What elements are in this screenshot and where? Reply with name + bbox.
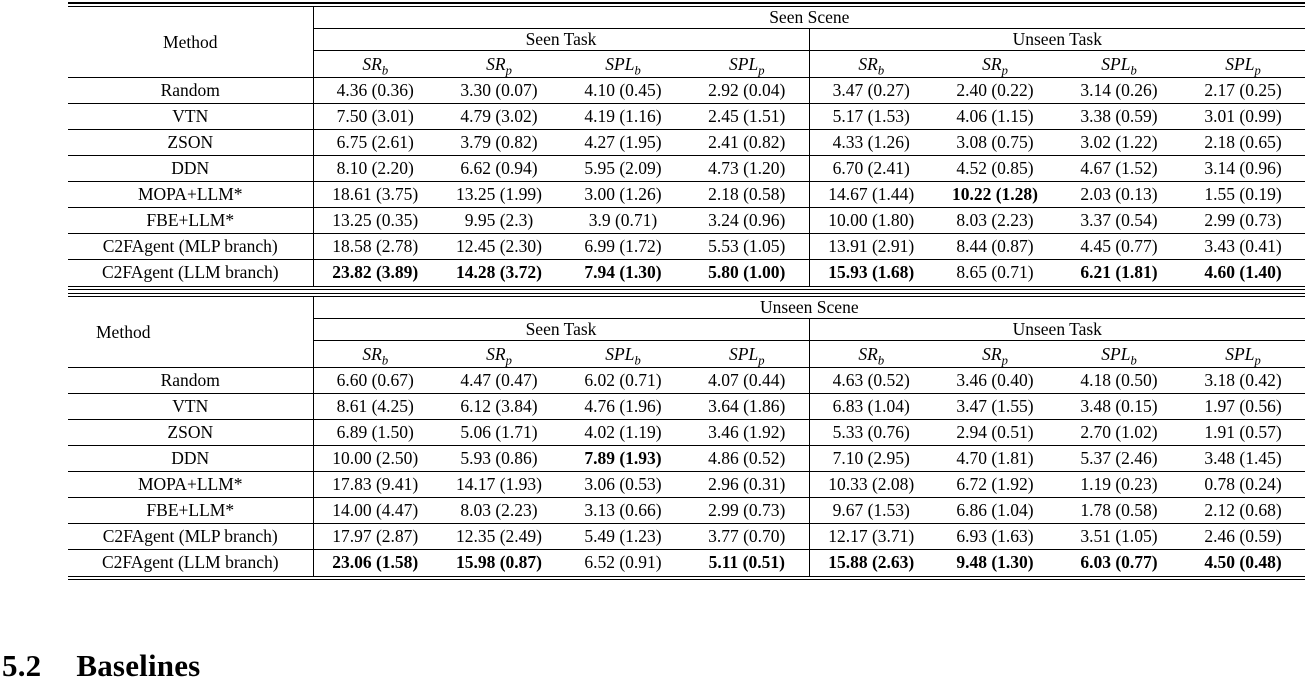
- value-cell: 3.37 (0.54): [1057, 208, 1181, 234]
- value-cell: 6.75 (2.61): [313, 130, 437, 156]
- value-cell: 6.21 (1.81): [1057, 260, 1181, 286]
- table-row: [68, 498, 1305, 524]
- value-cell: 4.79 (3.02): [437, 104, 561, 130]
- method-cell: C2FAgent (LLM branch): [68, 550, 313, 576]
- value-cell: 3.13 (0.66): [561, 498, 685, 524]
- value-cell: 4.18 (0.50): [1057, 368, 1181, 394]
- value-cell: 8.03 (2.23): [933, 208, 1057, 234]
- value-cell: 4.86 (0.52): [685, 446, 809, 472]
- value-cell: 4.36 (0.36): [313, 78, 437, 104]
- value-cell: 10.00 (2.50): [313, 446, 437, 472]
- value-cell: 4.33 (1.26): [809, 130, 933, 156]
- value-cell: 2.70 (1.02): [1057, 420, 1181, 446]
- value-cell: 2.12 (0.68): [1181, 498, 1305, 524]
- value-cell: 6.62 (0.94): [437, 156, 561, 182]
- value-cell: 4.52 (0.85): [933, 156, 1057, 182]
- results-table-unseen-scene: [68, 293, 1305, 580]
- metric-header-srb: $SR_b$: [313, 51, 437, 78]
- value-cell: 3.43 (0.41): [1181, 234, 1305, 260]
- table-row: [68, 260, 1305, 286]
- value-cell: 15.98 (0.87): [437, 550, 561, 576]
- value-cell: 6.02 (0.71): [561, 368, 685, 394]
- method-cell: DDN: [68, 156, 313, 182]
- value-cell: 2.03 (0.13): [1057, 182, 1181, 208]
- value-cell: 10.22 (1.28): [933, 182, 1057, 208]
- section-title: Baselines: [76, 648, 201, 680]
- value-cell: 10.00 (1.80): [809, 208, 933, 234]
- value-cell: 4.07 (0.44): [685, 368, 809, 394]
- value-cell: 2.46 (0.59): [1181, 524, 1305, 550]
- value-cell: 2.99 (0.73): [1181, 208, 1305, 234]
- value-cell: 1.55 (0.19): [1181, 182, 1305, 208]
- value-cell: 5.80 (1.00): [685, 260, 809, 286]
- metric-header-splb: $SPL_b$: [561, 341, 685, 368]
- scene-title-row: [68, 297, 1305, 319]
- method-cell: Random: [68, 368, 313, 394]
- value-cell: 23.06 (1.58): [313, 550, 437, 576]
- value-cell: 3.14 (0.96): [1181, 156, 1305, 182]
- value-cell: 3.77 (0.70): [685, 524, 809, 550]
- value-cell: 2.40 (0.22): [933, 78, 1057, 104]
- value-cell: 1.19 (0.23): [1057, 472, 1181, 498]
- value-cell: 4.45 (0.77): [1057, 234, 1181, 260]
- value-cell: 7.50 (3.01): [313, 104, 437, 130]
- table-row: [68, 420, 1305, 446]
- results-table: [68, 297, 1305, 576]
- value-cell: 5.95 (2.09): [561, 156, 685, 182]
- metric-header-srp: $SR_p$: [437, 51, 561, 78]
- value-cell: 15.93 (1.68): [809, 260, 933, 286]
- metric-header-srb: $SR_b$: [313, 341, 437, 368]
- value-cell: 5.53 (1.05): [685, 234, 809, 260]
- metric-header-srp: $SR_p$: [933, 51, 1057, 78]
- method-cell: MOPA+LLM*: [68, 182, 313, 208]
- value-cell: 5.11 (0.51): [685, 550, 809, 576]
- task-group-unseen: Unseen Task: [809, 29, 1305, 51]
- value-cell: 3.47 (0.27): [809, 78, 933, 104]
- table-row: [68, 182, 1305, 208]
- metric-header-srb: $SR_b$: [809, 51, 933, 78]
- value-cell: 5.06 (1.71): [437, 420, 561, 446]
- method-cell: Random: [68, 78, 313, 104]
- value-cell: 8.65 (0.71): [933, 260, 1057, 286]
- value-cell: 2.45 (1.51): [685, 104, 809, 130]
- metric-header-splb: $SPL_b$: [561, 51, 685, 78]
- method-cell: ZSON: [68, 420, 313, 446]
- value-cell: 3.01 (0.99): [1181, 104, 1305, 130]
- value-cell: 3.02 (1.22): [1057, 130, 1181, 156]
- value-cell: 3.38 (0.59): [1057, 104, 1181, 130]
- scene-title: Unseen Scene: [313, 297, 1305, 319]
- value-cell: 3.14 (0.26): [1057, 78, 1181, 104]
- value-cell: 12.17 (3.71): [809, 524, 933, 550]
- section-number: 5.2: [2, 648, 42, 680]
- value-cell: 13.91 (2.91): [809, 234, 933, 260]
- value-cell: 7.10 (2.95): [809, 446, 933, 472]
- value-cell: 3.18 (0.42): [1181, 368, 1305, 394]
- value-cell: 18.58 (2.78): [313, 234, 437, 260]
- method-cell: C2FAgent (LLM branch): [68, 260, 313, 286]
- value-cell: 5.49 (1.23): [561, 524, 685, 550]
- method-cell: C2FAgent (MLP branch): [68, 234, 313, 260]
- task-group-seen: Seen Task: [313, 29, 809, 51]
- value-cell: 4.76 (1.96): [561, 394, 685, 420]
- value-cell: 14.00 (4.47): [313, 498, 437, 524]
- value-cell: 2.18 (0.65): [1181, 130, 1305, 156]
- value-cell: 6.99 (1.72): [561, 234, 685, 260]
- value-cell: 6.52 (0.91): [561, 550, 685, 576]
- value-cell: 15.88 (2.63): [809, 550, 933, 576]
- value-cell: 4.19 (1.16): [561, 104, 685, 130]
- value-cell: 6.83 (1.04): [809, 394, 933, 420]
- results-table: [68, 7, 1305, 286]
- metric-header-splp: $SPL_p$: [1181, 341, 1305, 368]
- metric-header-splp: $SPL_p$: [1181, 51, 1305, 78]
- value-cell: 14.28 (3.72): [437, 260, 561, 286]
- value-cell: 14.67 (1.44): [809, 182, 933, 208]
- method-cell: DDN: [68, 446, 313, 472]
- table-row: [68, 208, 1305, 234]
- value-cell: 4.50 (0.48): [1181, 550, 1305, 576]
- value-cell: 13.25 (1.99): [437, 182, 561, 208]
- value-cell: 3.46 (0.40): [933, 368, 1057, 394]
- value-cell: 3.08 (0.75): [933, 130, 1057, 156]
- value-cell: 17.83 (9.41): [313, 472, 437, 498]
- value-cell: 6.93 (1.63): [933, 524, 1057, 550]
- table-row: [68, 524, 1305, 550]
- value-cell: 3.06 (0.53): [561, 472, 685, 498]
- value-cell: 12.35 (2.49): [437, 524, 561, 550]
- value-cell: 4.63 (0.52): [809, 368, 933, 394]
- value-cell: 1.78 (0.58): [1057, 498, 1181, 524]
- value-cell: 2.41 (0.82): [685, 130, 809, 156]
- value-cell: 5.17 (1.53): [809, 104, 933, 130]
- value-cell: 1.91 (0.57): [1181, 420, 1305, 446]
- scene-title-row: [68, 7, 1305, 29]
- value-cell: 8.44 (0.87): [933, 234, 1057, 260]
- value-cell: 2.94 (0.51): [933, 420, 1057, 446]
- table-row: [68, 130, 1305, 156]
- value-cell: 1.97 (0.56): [1181, 394, 1305, 420]
- value-cell: 6.12 (3.84): [437, 394, 561, 420]
- value-cell: 3.79 (0.82): [437, 130, 561, 156]
- metric-header-splp: $SPL_p$: [685, 341, 809, 368]
- scene-title: Seen Scene: [313, 7, 1305, 29]
- metric-header-srb: $SR_b$: [809, 341, 933, 368]
- value-cell: 3.51 (1.05): [1057, 524, 1181, 550]
- value-cell: 3.00 (1.26): [561, 182, 685, 208]
- table-bottom-rule-inner: [68, 289, 1305, 290]
- value-cell: 3.46 (1.92): [685, 420, 809, 446]
- value-cell: 2.18 (0.58): [685, 182, 809, 208]
- value-cell: 6.72 (1.92): [933, 472, 1057, 498]
- value-cell: 0.78 (0.24): [1181, 472, 1305, 498]
- value-cell: 18.61 (3.75): [313, 182, 437, 208]
- value-cell: 4.10 (0.45): [561, 78, 685, 104]
- method-cell: C2FAgent (MLP branch): [68, 524, 313, 550]
- method-cell: MOPA+LLM*: [68, 472, 313, 498]
- table-row: [68, 550, 1305, 576]
- value-cell: 12.45 (2.30): [437, 234, 561, 260]
- metric-header-splp: $SPL_p$: [685, 51, 809, 78]
- section-heading: [2, 648, 200, 680]
- value-cell: 5.33 (0.76): [809, 420, 933, 446]
- value-cell: 17.97 (2.87): [313, 524, 437, 550]
- method-cell: FBE+LLM*: [68, 498, 313, 524]
- value-cell: 2.96 (0.31): [685, 472, 809, 498]
- value-cell: 4.06 (1.15): [933, 104, 1057, 130]
- value-cell: 3.47 (1.55): [933, 394, 1057, 420]
- method-column-header: Method: [68, 7, 313, 78]
- value-cell: 9.48 (1.30): [933, 550, 1057, 576]
- value-cell: 4.70 (1.81): [933, 446, 1057, 472]
- method-cell: VTN: [68, 394, 313, 420]
- value-cell: 14.17 (1.93): [437, 472, 561, 498]
- table-row: [68, 78, 1305, 104]
- table-row: [68, 104, 1305, 130]
- value-cell: 9.67 (1.53): [809, 498, 933, 524]
- value-cell: 4.27 (1.95): [561, 130, 685, 156]
- value-cell: 7.89 (1.93): [561, 446, 685, 472]
- table-row: [68, 472, 1305, 498]
- value-cell: 5.93 (0.86): [437, 446, 561, 472]
- value-cell: 9.95 (2.3): [437, 208, 561, 234]
- value-cell: 2.92 (0.04): [685, 78, 809, 104]
- table-row: [68, 446, 1305, 472]
- value-cell: 3.24 (0.96): [685, 208, 809, 234]
- results-table-seen-scene: [68, 2, 1305, 290]
- value-cell: 4.02 (1.19): [561, 420, 685, 446]
- value-cell: 3.64 (1.86): [685, 394, 809, 420]
- value-cell: 5.37 (2.46): [1057, 446, 1181, 472]
- table-bottom-rule-inner: [68, 579, 1305, 580]
- value-cell: 10.33 (2.08): [809, 472, 933, 498]
- value-cell: 4.73 (1.20): [685, 156, 809, 182]
- value-cell: 3.48 (1.45): [1181, 446, 1305, 472]
- metric-header-srp: $SR_p$: [933, 341, 1057, 368]
- value-cell: 23.82 (3.89): [313, 260, 437, 286]
- method-cell: VTN: [68, 104, 313, 130]
- metric-header-srp: $SR_p$: [437, 341, 561, 368]
- value-cell: 2.99 (0.73): [685, 498, 809, 524]
- value-cell: 3.9 (0.71): [561, 208, 685, 234]
- value-cell: 6.03 (0.77): [1057, 550, 1181, 576]
- table-row: [68, 156, 1305, 182]
- value-cell: 6.89 (1.50): [313, 420, 437, 446]
- task-group-unseen: Unseen Task: [809, 319, 1305, 341]
- value-cell: 6.86 (1.04): [933, 498, 1057, 524]
- method-cell: ZSON: [68, 130, 313, 156]
- table-row: [68, 368, 1305, 394]
- table-row: [68, 234, 1305, 260]
- table-row: [68, 394, 1305, 420]
- value-cell: 6.70 (2.41): [809, 156, 933, 182]
- metric-header-splb: $SPL_b$: [1057, 51, 1181, 78]
- value-cell: 13.25 (0.35): [313, 208, 437, 234]
- value-cell: 4.60 (1.40): [1181, 260, 1305, 286]
- value-cell: 4.67 (1.52): [1057, 156, 1181, 182]
- value-cell: 2.17 (0.25): [1181, 78, 1305, 104]
- method-column-header: Method: [68, 297, 313, 368]
- method-cell: FBE+LLM*: [68, 208, 313, 234]
- value-cell: 3.48 (0.15): [1057, 394, 1181, 420]
- task-group-seen: Seen Task: [313, 319, 809, 341]
- value-cell: 7.94 (1.30): [561, 260, 685, 286]
- value-cell: 6.60 (0.67): [313, 368, 437, 394]
- value-cell: 3.30 (0.07): [437, 78, 561, 104]
- value-cell: 4.47 (0.47): [437, 368, 561, 394]
- metric-header-splb: $SPL_b$: [1057, 341, 1181, 368]
- value-cell: 8.61 (4.25): [313, 394, 437, 420]
- value-cell: 8.03 (2.23): [437, 498, 561, 524]
- value-cell: 8.10 (2.20): [313, 156, 437, 182]
